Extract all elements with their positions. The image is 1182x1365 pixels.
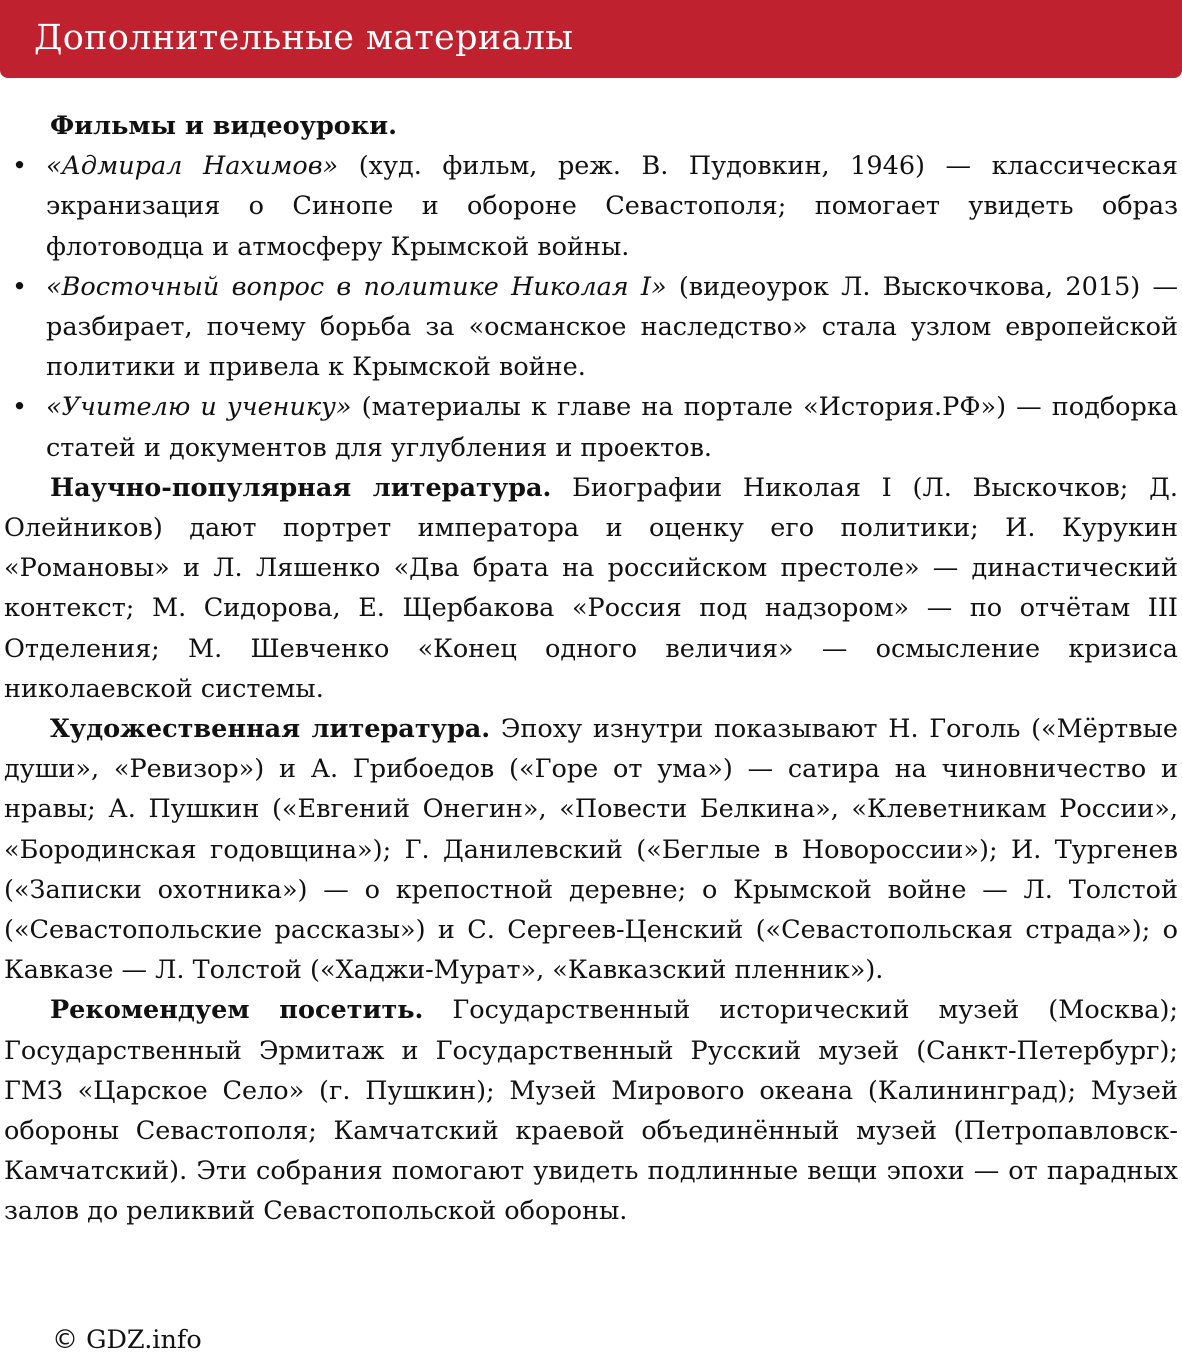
list-item [4,146,1178,267]
popular-heading: Научно-популярная литература. [50,472,552,503]
films-heading: Фильмы и видеоуроки. [50,111,398,141]
film-description: (худ. фильм, реж. В. Пудовкин, 1946) — классическая экранизация о Синопе и обороне Севастополя; помогает увидеть образ флотоводца и атмосферу Крымской войны. [46,151,1178,262]
copyright-text: GDZ.info [78,1325,202,1355]
film-title: «Учителю и ученику» [46,392,352,423]
films-list [4,146,1178,468]
film-description: (видеоурок Л. Выскочкова, 2015) — разбирает, почему борьба за «османское наследство» стала узлом европейской политики и привела к Крымской войне. [46,271,1178,383]
fiction-text: Эпоху изнутри показывают Н. Гоголь («Мёртвые души», «Ревизор») и А. Грибоедов («Горе от ума») — сатира на чиновничество и нравы; А. Пушкин («Евгений Онегин», «Повести Белкина», «Клеветникам России», «Бородинская годовщина»); Г. Данилевский («Беглые в Новороссии»); И. Тургенев («Записки охотника») — о крепостной деревне; о Крымской войне — Л. Толстой («Севастопольские рассказы») и С. Сергеев-Ценский («Севастопольская страда»); о Кавказе — Л. Толстой («Хаджи-Мурат», «Кавказский пленник»). [4,714,1178,986]
fiction-paragraph [4,709,1178,990]
film-description: (материалы к главе на портале «История.РФ») — подборка статей и документов для углубления и проектов. [46,392,1178,463]
list-item [4,387,1178,467]
section-title: Дополнительные материалы [34,18,574,58]
film-title: «Адмирал Нахимов» [46,151,339,182]
bullet-icon: • [12,151,28,182]
bullet-icon: • [12,271,28,302]
film-title: «Восточный вопрос в политике Николая I» [46,271,667,302]
section-header [0,0,1182,78]
popular-literature-paragraph [4,468,1178,709]
visit-text: Государственный исторический музей (Москва); Государственный Эрмитаж и Государственный Русский музей (Санкт-Петербург); ГМЗ «Царское Село» (г. Пушкин); Музей Мирового океана (Калининград); Музей обороны Севастополя; Камчатский краевой объединённый музей (Петропавловск-Камчатский). Эти собрания помогают увидеть подлинные вещи эпохи — от парадных залов до реликвий Севастопольской обороны. [4,995,1178,1227]
copyright-footer [52,1320,202,1360]
popular-text: Биографии Николая I (Л. Выскочков; Д. Олейников) дают портрет императора и оценку его политики; И. Курукин «Романовы» и Л. Ляшенко «Два брата на российском престоле» — династический контекст; М. Сидорова, Е. Щербакова «Россия под надзором» — по отчётам III Отделения; М. Шевченко «Конец одного величия» — осмысление кризиса николаевской системы. [4,472,1178,704]
fiction-heading: Художественная литература. [50,714,491,745]
list-item [4,267,1178,388]
bullet-icon: • [12,392,28,423]
copyright-icon: © [52,1325,78,1355]
document-body [4,106,1178,1232]
visit-heading: Рекомендуем посетить. [50,995,424,1026]
visit-paragraph [4,990,1178,1231]
